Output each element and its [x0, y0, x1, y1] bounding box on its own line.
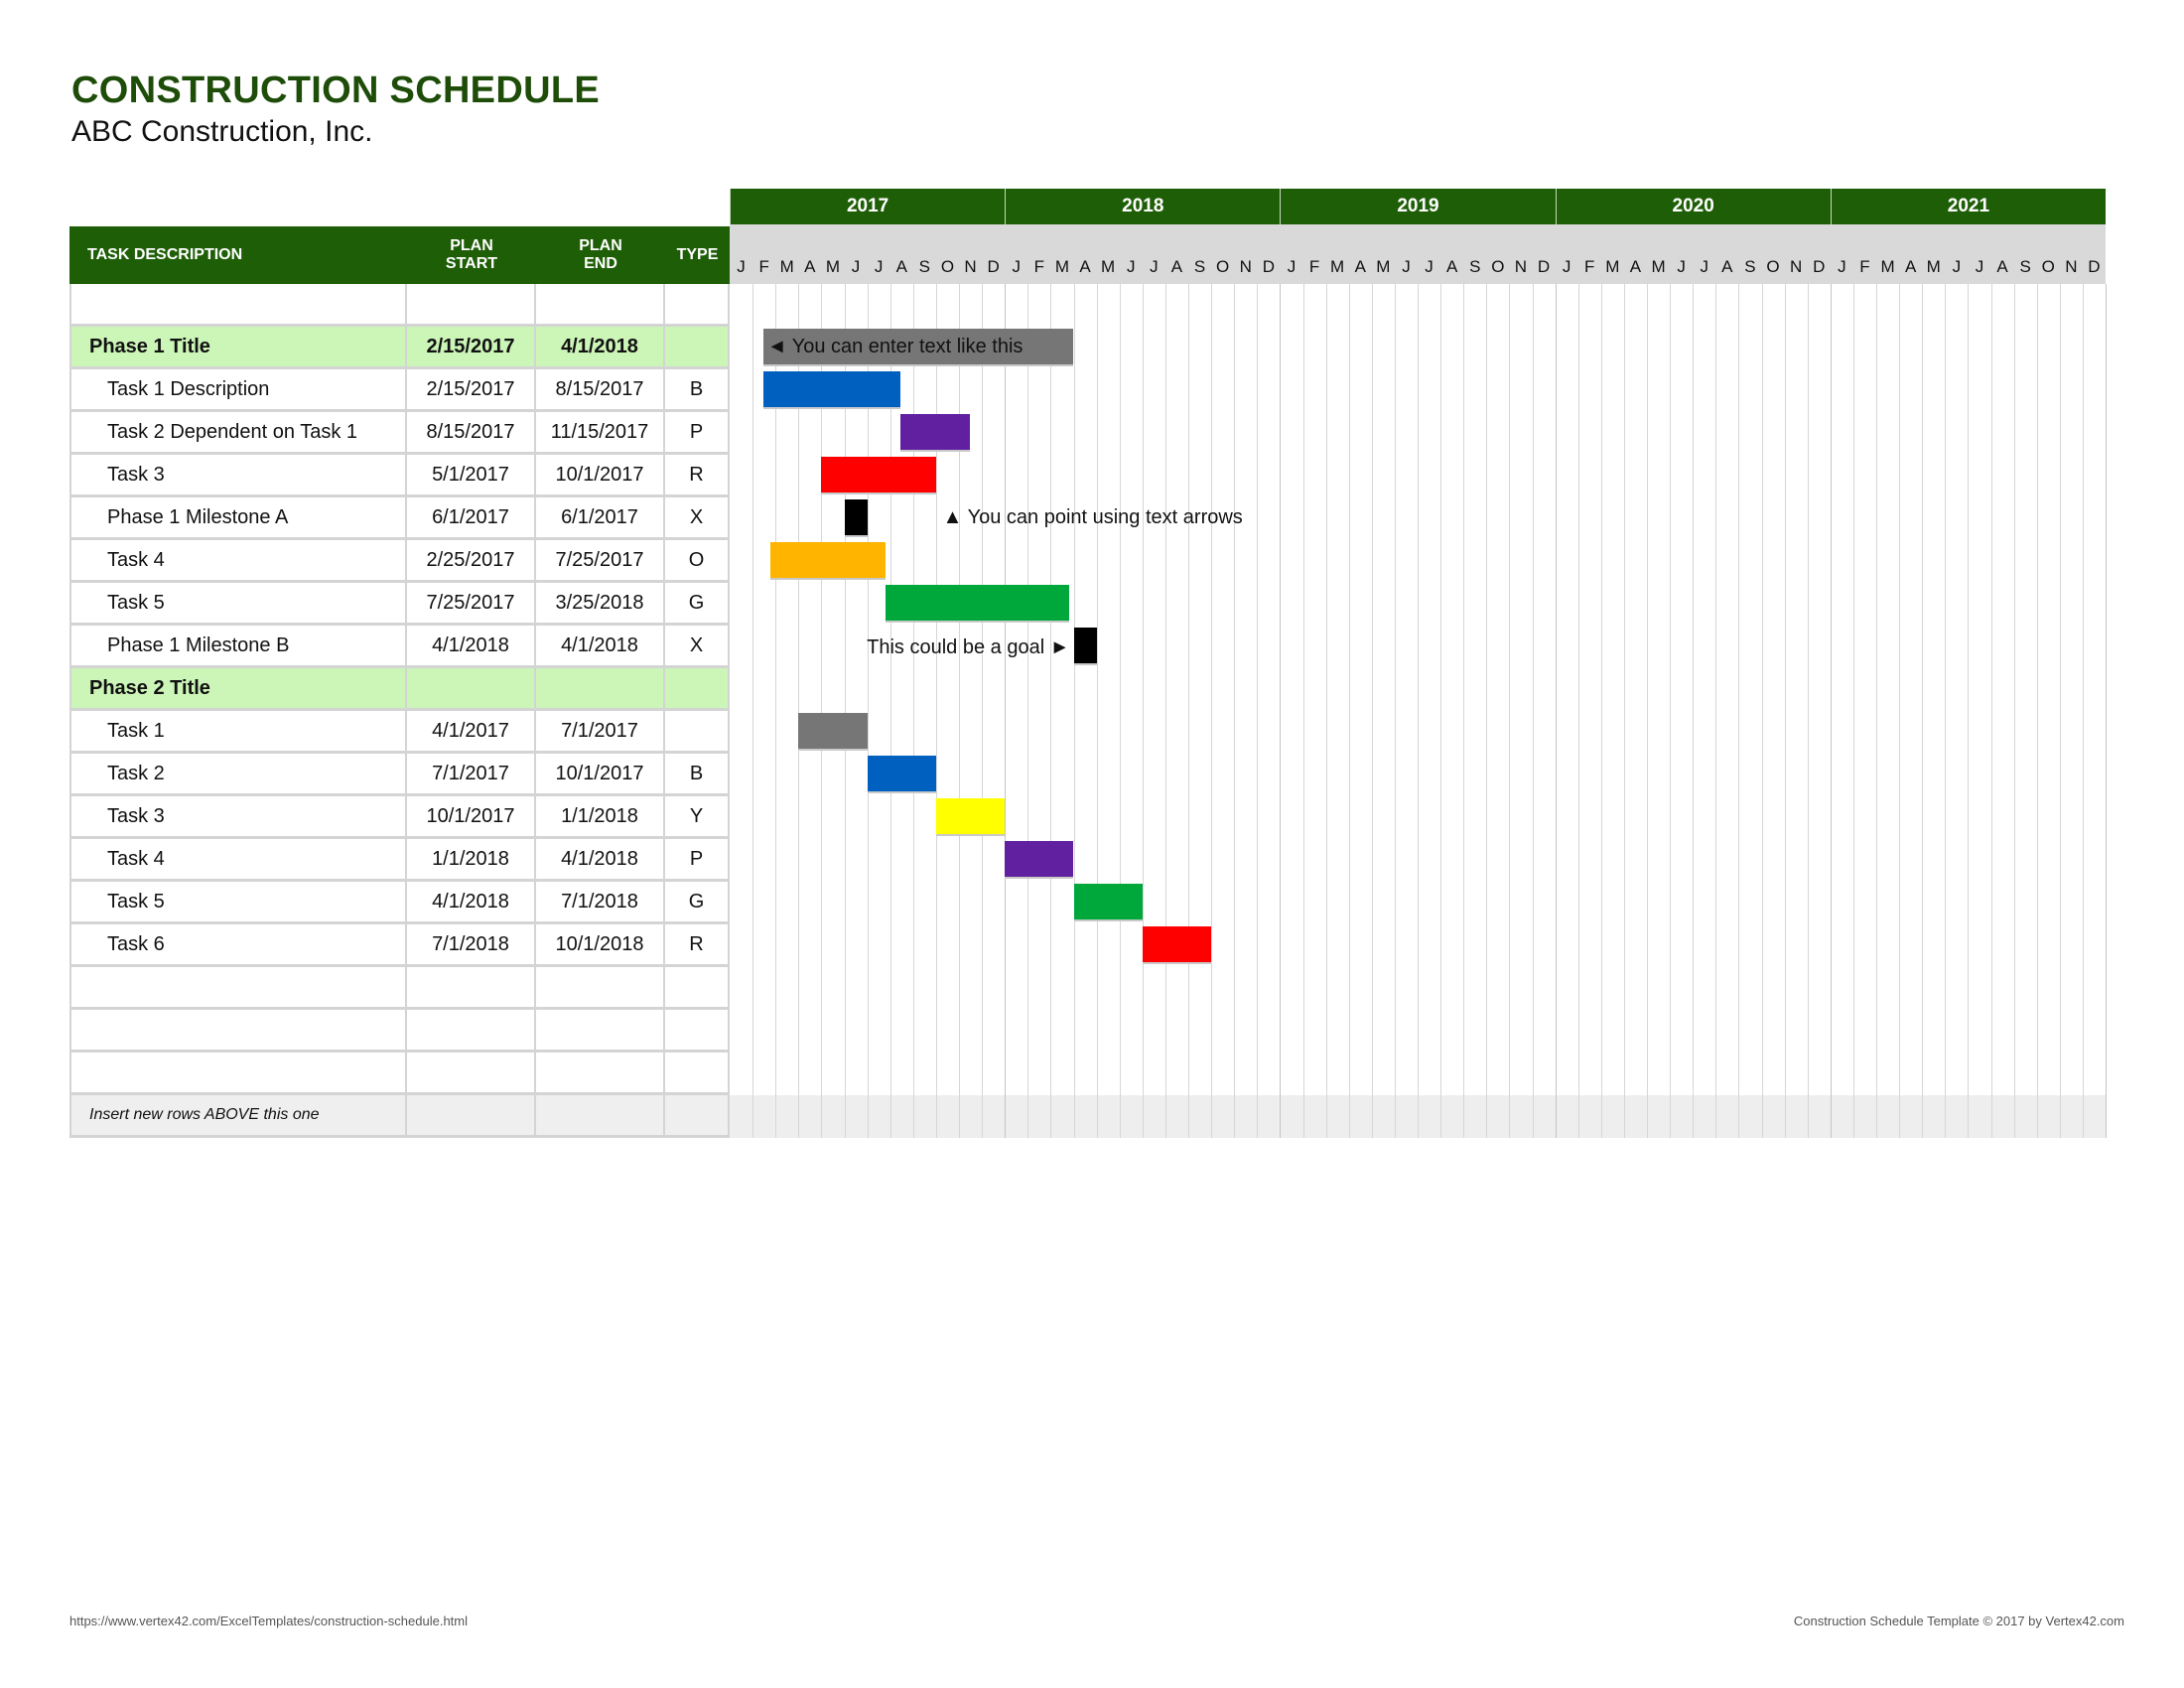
- row-task-text: Task 4: [107, 548, 165, 571]
- row-end-text: 6/1/2017: [561, 505, 638, 528]
- grid-line: [1831, 284, 1832, 1138]
- row-start-cell[interactable]: [407, 967, 536, 1010]
- row-end-cell[interactable]: [536, 796, 665, 839]
- row-end-cell[interactable]: [536, 455, 665, 497]
- row-task-cell[interactable]: [69, 711, 407, 754]
- row-type-cell[interactable]: [665, 924, 730, 967]
- timeline: [730, 189, 2105, 1122]
- row-task-text: Task 3: [107, 804, 165, 827]
- milestone-marker[interactable]: [1074, 628, 1097, 665]
- month-label: M: [1605, 257, 1620, 276]
- row-type-cell[interactable]: [665, 711, 730, 754]
- grid-line: [1785, 284, 1786, 1138]
- month-label: J: [1677, 257, 1686, 276]
- row-type-cell[interactable]: [665, 412, 730, 455]
- month-label: N: [1239, 257, 1252, 276]
- row-task-cell[interactable]: [69, 583, 407, 626]
- month-label: F: [758, 257, 769, 276]
- grid-line: [1738, 284, 1739, 1138]
- row-start-cell[interactable]: [407, 540, 536, 583]
- grid-line: [1945, 284, 1946, 1138]
- row-task-text: Task 5: [107, 890, 165, 913]
- row-end-text: 4/1/2018: [561, 847, 638, 870]
- grid-line: [1165, 284, 1166, 1138]
- month-label: J: [874, 257, 884, 276]
- month-label: J: [1838, 257, 1846, 276]
- row-end-text: 11/15/2017: [550, 420, 649, 443]
- row-task-text: Phase 2 Title: [89, 676, 210, 699]
- grid-line: [1991, 284, 1992, 1138]
- row-start-text: 7/25/2017: [426, 591, 515, 614]
- header-type: TYPE: [665, 226, 730, 284]
- row-type-cell[interactable]: [665, 583, 730, 626]
- row-task-cell[interactable]: [69, 412, 407, 455]
- row-start-cell[interactable]: [407, 924, 536, 967]
- grid-line: [868, 284, 869, 1138]
- grid-line: [1693, 284, 1694, 1138]
- row-task-text: Task 2: [107, 762, 165, 784]
- row-task-text: Phase 1 Title: [89, 335, 210, 357]
- row-start-text: 4/1/2017: [432, 719, 509, 742]
- grid-line: [1349, 284, 1350, 1138]
- row-end-cell[interactable]: [536, 1053, 665, 1095]
- grid-line: [936, 284, 937, 1138]
- month-label: M: [825, 257, 841, 276]
- year-header: 2018: [1005, 189, 1280, 224]
- row-end-cell[interactable]: [536, 412, 665, 455]
- grid-line: [1463, 284, 1464, 1138]
- month-label: M: [1376, 257, 1391, 276]
- row-end-cell[interactable]: [536, 497, 665, 540]
- page-title: CONSTRUCTION SCHEDULE: [71, 70, 600, 111]
- row-start-cell[interactable]: [407, 412, 536, 455]
- grid-line: [1556, 284, 1557, 1138]
- grid-line: [1715, 284, 1716, 1138]
- timeline-note: This could be a goal ►: [867, 635, 1070, 658]
- grid-line: [1280, 284, 1281, 1138]
- month-label: O: [940, 257, 955, 276]
- month-label: N: [2065, 257, 2078, 276]
- row-type-text: Y: [689, 804, 704, 827]
- grid-line: [1853, 284, 1854, 1138]
- row-end-cell[interactable]: [536, 369, 665, 412]
- row-start-cell[interactable]: [407, 839, 536, 882]
- grid-line: [775, 284, 776, 1138]
- grid-line: [1005, 284, 1006, 1138]
- row-type-cell[interactable]: [665, 1095, 730, 1138]
- month-label: O: [1216, 257, 1230, 276]
- row-task-cell[interactable]: [69, 967, 407, 1010]
- grid-line: [1509, 284, 1510, 1138]
- header-plan-end: PLAN END: [536, 226, 665, 284]
- row-task-text: Task 3: [107, 463, 165, 486]
- row-end-cell[interactable]: [536, 540, 665, 583]
- grid-line: [2037, 284, 2038, 1138]
- row-type-cell[interactable]: [665, 540, 730, 583]
- row-end-cell[interactable]: [536, 626, 665, 668]
- grid-line: [1670, 284, 1671, 1138]
- month-label: M: [1651, 257, 1666, 276]
- grid-line: [1188, 284, 1189, 1138]
- grid-line: [890, 284, 891, 1138]
- year-header: 2019: [1280, 189, 1555, 224]
- month-label: S: [1744, 257, 1756, 276]
- row-start-cell[interactable]: [407, 668, 536, 711]
- row-type-text: R: [689, 932, 704, 955]
- row-task-text: Task 2 Dependent on Task 1: [107, 420, 358, 443]
- grid-line: [1440, 284, 1441, 1138]
- month-label: N: [964, 257, 977, 276]
- row-start-cell[interactable]: [407, 754, 536, 796]
- row-task-text: Task 1 Description: [107, 377, 270, 400]
- gantt-bar[interactable]: [1005, 841, 1073, 879]
- row-type-cell[interactable]: [665, 1010, 730, 1053]
- grid-line: [821, 284, 822, 1138]
- row-type-text: P: [689, 847, 704, 870]
- row-end-cell[interactable]: [536, 924, 665, 967]
- grid-line: [1762, 284, 1763, 1138]
- month-label: F: [1584, 257, 1595, 276]
- row-start-text: 1/1/2018: [432, 847, 509, 870]
- row-task-text: Phase 1 Milestone A: [107, 505, 289, 528]
- row-task-cell[interactable]: [69, 327, 407, 369]
- row-start-cell[interactable]: [407, 796, 536, 839]
- row-type-cell[interactable]: [665, 327, 730, 369]
- row-start-text: 6/1/2017: [432, 505, 509, 528]
- month-label: J: [1150, 257, 1159, 276]
- row-start-cell[interactable]: [407, 1095, 536, 1138]
- row-end-cell[interactable]: [536, 967, 665, 1010]
- row-end-text: 1/1/2018: [561, 804, 638, 827]
- row-end-cell[interactable]: [536, 583, 665, 626]
- row-type-cell[interactable]: [665, 1053, 730, 1095]
- month-label: M: [1880, 257, 1895, 276]
- grid-line: [1257, 284, 1258, 1138]
- row-end-text: 7/1/2018: [561, 890, 638, 913]
- gantt-bar[interactable]: [821, 457, 936, 494]
- row-type-cell[interactable]: [665, 455, 730, 497]
- month-label: O: [1491, 257, 1505, 276]
- row-end-text: 10/1/2017: [555, 463, 644, 486]
- grid-line: [1578, 284, 1579, 1138]
- row-end-cell[interactable]: [536, 284, 665, 327]
- row-type-cell[interactable]: [665, 369, 730, 412]
- row-start-cell[interactable]: [407, 882, 536, 924]
- month-label: D: [1537, 257, 1551, 276]
- row-task-cell[interactable]: [69, 796, 407, 839]
- month-label: O: [1766, 257, 1780, 276]
- row-start-text: 5/1/2017: [432, 463, 509, 486]
- row-end-cell[interactable]: [536, 1010, 665, 1053]
- month-label: J: [851, 257, 861, 276]
- month-label: J: [1952, 257, 1962, 276]
- row-task-text: Task 5: [107, 591, 165, 614]
- row-start-text: 4/1/2018: [432, 890, 509, 913]
- month-label: F: [1308, 257, 1320, 276]
- grid-line: [1326, 284, 1327, 1138]
- month-label: A: [1629, 257, 1642, 276]
- month-label: A: [1354, 257, 1366, 276]
- row-type-cell[interactable]: [665, 668, 730, 711]
- grid-line: [1876, 284, 1877, 1138]
- month-label: A: [1904, 257, 1917, 276]
- grid-line: [752, 284, 753, 1138]
- footer-copyright: Construction Schedule Template © 2017 by Vertex42.com: [1793, 1614, 2124, 1628]
- month-label: N: [1514, 257, 1528, 276]
- row-end-cell[interactable]: [536, 711, 665, 754]
- row-end-cell[interactable]: [536, 327, 665, 369]
- row-start-cell[interactable]: [407, 711, 536, 754]
- month-label: M: [1101, 257, 1116, 276]
- row-task-cell[interactable]: [69, 924, 407, 967]
- page-subtitle: ABC Construction, Inc.: [71, 115, 373, 148]
- row-task-text: Insert new rows ABOVE this one: [89, 1106, 320, 1123]
- row-task-cell[interactable]: [69, 540, 407, 583]
- month-label: N: [1790, 257, 1803, 276]
- milestone-marker[interactable]: [845, 499, 868, 537]
- row-task-cell[interactable]: [69, 626, 407, 668]
- row-end-text: 4/1/2018: [561, 335, 638, 357]
- row-start-text: 2/25/2017: [426, 548, 515, 571]
- month-label: J: [1287, 257, 1297, 276]
- month-label: S: [1469, 257, 1481, 276]
- grid-line: [1601, 284, 1602, 1138]
- grid-line: [1486, 284, 1487, 1138]
- row-task-text: Task 6: [107, 932, 165, 955]
- month-label: D: [1262, 257, 1275, 276]
- row-task-cell[interactable]: [69, 882, 407, 924]
- row-type-cell[interactable]: [665, 967, 730, 1010]
- row-end-text: 10/1/2018: [555, 932, 644, 955]
- month-label: J: [1700, 257, 1708, 276]
- row-start-text: 7/1/2018: [432, 932, 509, 955]
- gantt-bar[interactable]: [900, 414, 969, 452]
- row-task-cell[interactable]: [69, 1053, 407, 1095]
- row-start-cell[interactable]: [407, 583, 536, 626]
- row-start-text: 7/1/2017: [432, 762, 509, 784]
- grid-line: [2083, 284, 2084, 1138]
- gantt-bar[interactable]: [936, 798, 1005, 836]
- grid-line: [1211, 284, 1212, 1138]
- row-type-cell[interactable]: [665, 497, 730, 540]
- row-end-text: 3/25/2018: [555, 591, 644, 614]
- row-type-text: P: [689, 420, 704, 443]
- grid-line: [1395, 284, 1396, 1138]
- gantt-bar[interactable]: [1074, 884, 1143, 921]
- row-task-text: Task 4: [107, 847, 165, 870]
- month-label: D: [2088, 257, 2101, 276]
- row-start-text: 8/15/2017: [426, 420, 515, 443]
- month-label: A: [1721, 257, 1733, 276]
- month-label: S: [918, 257, 931, 276]
- grid-line: [959, 284, 960, 1138]
- row-start-cell[interactable]: [407, 1010, 536, 1053]
- row-type-text: O: [688, 548, 705, 571]
- grid-line: [1143, 284, 1144, 1138]
- grid-line: [1120, 284, 1121, 1138]
- header-task-description: TASK DESCRIPTION: [69, 226, 407, 284]
- grid-line: [1027, 284, 1028, 1138]
- grid-line: [2060, 284, 2061, 1138]
- month-label: J: [1425, 257, 1433, 276]
- grid-line: [1808, 284, 1809, 1138]
- gantt-bar[interactable]: [1143, 926, 1211, 964]
- row-start-text: 10/1/2017: [426, 804, 515, 827]
- gantt-bar[interactable]: [763, 371, 901, 409]
- row-type-cell[interactable]: [665, 284, 730, 327]
- month-label: A: [895, 257, 907, 276]
- row-start-cell[interactable]: [407, 497, 536, 540]
- month-label: J: [1402, 257, 1411, 276]
- row-start-cell[interactable]: [407, 284, 536, 327]
- row-task-cell[interactable]: [69, 455, 407, 497]
- row-type-cell[interactable]: [665, 882, 730, 924]
- row-type-cell[interactable]: [665, 839, 730, 882]
- month-label: A: [1079, 257, 1091, 276]
- month-label: D: [987, 257, 1000, 276]
- row-end-cell[interactable]: [536, 1095, 665, 1138]
- grid-line: [1372, 284, 1373, 1138]
- row-type-text: B: [689, 377, 704, 400]
- row-task-cell[interactable]: [69, 668, 407, 711]
- month-label: D: [1813, 257, 1826, 276]
- timeline-note: ▲ You can point using text arrows: [942, 505, 1243, 528]
- grid-line: [2106, 284, 2107, 1138]
- grid-line: [1922, 284, 1923, 1138]
- month-label: S: [2019, 257, 2031, 276]
- row-type-cell[interactable]: [665, 796, 730, 839]
- month-label: J: [1126, 257, 1136, 276]
- grid-line: [798, 284, 799, 1138]
- grid-line: [1533, 284, 1534, 1138]
- schedule-grid: [69, 189, 2105, 1122]
- footer-url[interactable]: https://www.vertex42.com/ExcelTemplates/construction-schedule.html: [69, 1614, 469, 1628]
- row-end-cell[interactable]: [536, 882, 665, 924]
- month-label: M: [779, 257, 794, 276]
- row-task-cell[interactable]: [69, 1010, 407, 1053]
- month-label: F: [1033, 257, 1045, 276]
- row-type-text: X: [689, 633, 704, 656]
- row-end-text: 4/1/2018: [561, 633, 638, 656]
- header-plan-start: PLAN START: [407, 226, 536, 284]
- gantt-bar[interactable]: [798, 713, 867, 751]
- grid-line: [845, 284, 846, 1138]
- grid-line: [1418, 284, 1419, 1138]
- grid-line: [1234, 284, 1235, 1138]
- row-task-cell[interactable]: [69, 369, 407, 412]
- grid-line: [1647, 284, 1648, 1138]
- row-start-cell[interactable]: [407, 626, 536, 668]
- month-label: J: [737, 257, 746, 276]
- month-label: M: [1330, 257, 1345, 276]
- row-type-text: B: [689, 762, 704, 784]
- bar-annotation: ◄ You can enter text like this: [766, 335, 1024, 357]
- grid-line: [913, 284, 914, 1138]
- row-task-cell[interactable]: [69, 839, 407, 882]
- row-end-text: 7/25/2017: [555, 548, 644, 571]
- month-label: M: [1926, 257, 1941, 276]
- gantt-bar[interactable]: [770, 542, 886, 580]
- grid-line: [1624, 284, 1625, 1138]
- month-label: O: [2041, 257, 2055, 276]
- month-label: M: [1054, 257, 1070, 276]
- row-task-cell[interactable]: [69, 1095, 407, 1138]
- row-type-cell[interactable]: [665, 754, 730, 796]
- grid-line: [1968, 284, 1969, 1138]
- row-task-cell[interactable]: [69, 497, 407, 540]
- row-task-text: Task 1: [107, 719, 165, 742]
- row-task-cell[interactable]: [69, 754, 407, 796]
- row-end-text: 7/1/2017: [561, 719, 638, 742]
- month-label: J: [1012, 257, 1021, 276]
- gantt-bar[interactable]: [886, 585, 1069, 623]
- month-label: J: [1975, 257, 1984, 276]
- row-end-text: 10/1/2017: [555, 762, 644, 784]
- gantt-bar[interactable]: [763, 329, 1074, 366]
- month-label: A: [1445, 257, 1458, 276]
- year-header: 2017: [730, 189, 1005, 224]
- year-header: 2020: [1556, 189, 1831, 224]
- row-task-text: Phase 1 Milestone B: [107, 633, 290, 656]
- month-label: F: [1859, 257, 1870, 276]
- grid-line: [2014, 284, 2015, 1138]
- row-type-text: G: [688, 890, 705, 913]
- row-end-cell[interactable]: [536, 754, 665, 796]
- row-start-text: 2/15/2017: [426, 335, 515, 357]
- gantt-bar[interactable]: [868, 756, 936, 793]
- year-header: 2021: [1831, 189, 2106, 224]
- grid-line: [982, 284, 983, 1138]
- row-type-text: X: [689, 505, 704, 528]
- row-start-cell[interactable]: [407, 1053, 536, 1095]
- grid-line: [1050, 284, 1051, 1138]
- row-start-text: 4/1/2018: [432, 633, 509, 656]
- month-label: A: [1170, 257, 1183, 276]
- row-task-cell[interactable]: [69, 284, 407, 327]
- row-start-cell[interactable]: [407, 455, 536, 497]
- row-start-cell[interactable]: [407, 369, 536, 412]
- month-label: J: [1562, 257, 1571, 276]
- grid-line: [1303, 284, 1304, 1138]
- grid-line: [1097, 284, 1098, 1138]
- row-end-cell[interactable]: [536, 839, 665, 882]
- month-label: A: [804, 257, 816, 276]
- task-rows: [69, 284, 730, 1122]
- month-label: A: [1996, 257, 2008, 276]
- row-start-text: 2/15/2017: [426, 377, 515, 400]
- row-end-cell[interactable]: [536, 668, 665, 711]
- row-end-text: 8/15/2017: [555, 377, 644, 400]
- grid-line: [1899, 284, 1900, 1138]
- grid-line: [1074, 284, 1075, 1138]
- month-label: S: [1193, 257, 1206, 276]
- row-type-text: G: [688, 591, 705, 614]
- row-type-text: R: [689, 463, 704, 486]
- row-start-cell[interactable]: [407, 327, 536, 369]
- row-type-cell[interactable]: [665, 626, 730, 668]
